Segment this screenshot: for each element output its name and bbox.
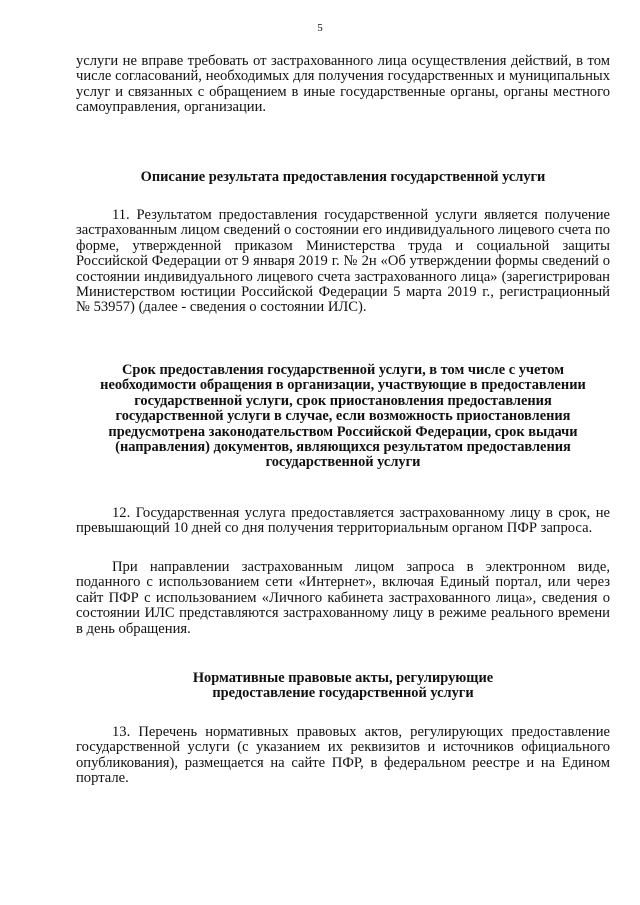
result-paragraph: 11. Результатом предоставления государственной услуги является получение застрахованным лицом сведений о состоянии его индивидуального лицевого счета по форме, утвержденной приказом Министерства труда и социальной защиты Российской Федерации от 9 января 2019 г. № 2н «Об утверждении формы сведений о состоянии индивидуального лицевого счета застрахованного лица» (зарегистрирован Министерством юстиции Российской Федерации 5 марта 2019 г., регистрационный № 53957) (далее - сведения о состоянии ИЛС).	[76, 207, 610, 316]
result-heading: Описание результата предоставления государственной услуги	[140, 169, 546, 185]
term-paragraph-2: При направлении застрахованным лицом запроса в электронном виде, поданного с использованием сети «Интернет», включая Единый портал, или через сайт ПФР с использованием «Личного кабинета застрахованного лица», сведения о состоянии ИЛС представляются застрахованному лицу в режиме реального времени в день обращения.	[76, 559, 610, 637]
term-paragraph-1: 12. Государственная услуга предоставляется застрахованному лицу в срок, не превышающий 10 дней со дня получения территориальным органом ПФР запроса.	[76, 505, 610, 537]
acts-heading-line-1: Нормативные правовые акты, регулирующие	[192, 670, 494, 686]
page-number: 5	[317, 22, 323, 34]
intro-paragraph: услуги не вправе требовать от застрахованного лица осуществления действий, в том числе согласований, необходимых для получения государственных и муниципальных услуг и связанных с обращением в иные государственные органы, органы местного самоуправления, организации.	[76, 53, 610, 116]
acts-paragraph: 13. Перечень нормативных правовых актов, регулирующих предоставление государственной услуги (с указанием их реквизитов и источников официального опубликования), размещается на сайте ПФР, в федеральном реестре и на Едином портале.	[76, 724, 610, 787]
acts-heading	[76, 671, 610, 702]
term-heading: Срок предоставления государственной услуги, в том числе с учетом необходимости обращения в организации, участвующие в предоставлении государственной услуги, срок приостановления предоставления государственной услуги в случае, если возможность приостановления предусмотрена законодательством Российской Федерации, срок выдачи (направления) документов, являющихся результатом предоставления государственной услуги	[100, 362, 586, 471]
acts-heading-line-2: предоставление государственной услуги	[212, 685, 474, 702]
